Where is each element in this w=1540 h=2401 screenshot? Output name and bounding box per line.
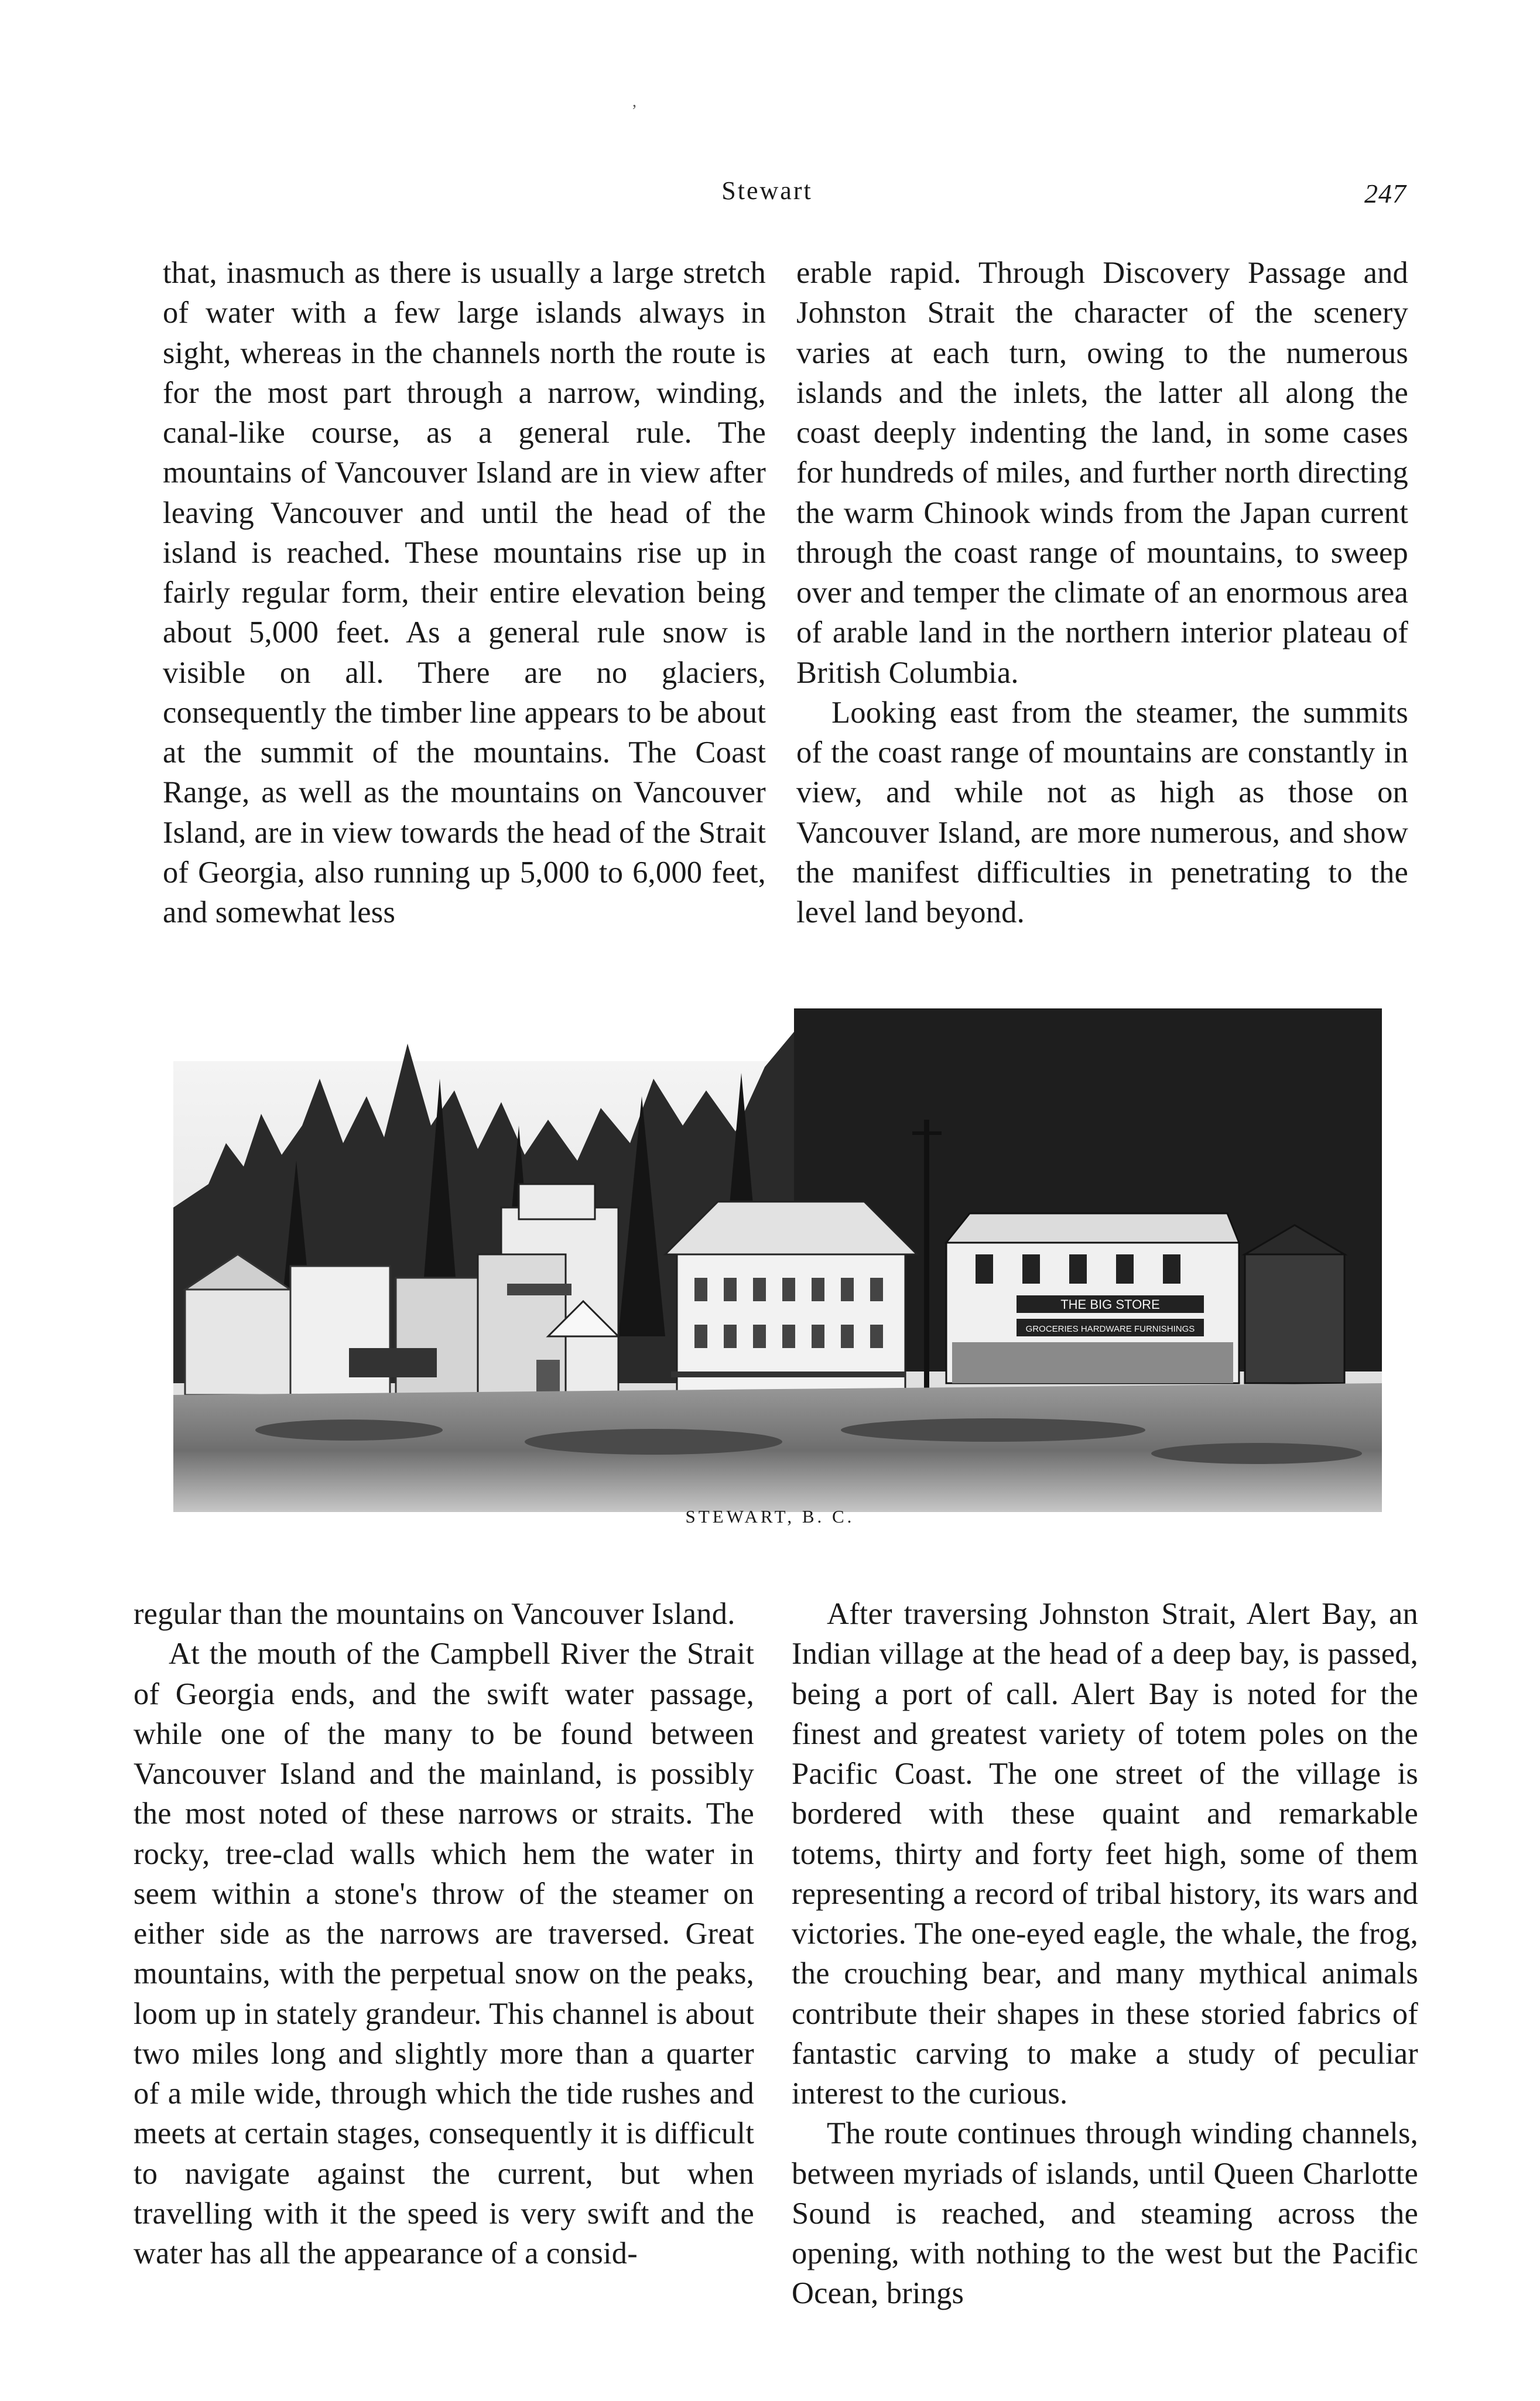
page-number: 247: [1364, 179, 1406, 208]
photo-stewart-bc: [173, 1008, 1382, 1541]
paragraph: At the mouth of the Campbell River the Strait of Georgia ends, and the swift water passage, while one of the many to be found between Vancouver Island and the mainland, is possibly the most noted of these narrows or straits. The rocky, tree-clad walls which hem the water in seem within a stone's throw of the steamer on either side as the narrows are traversed. Great mountains, with the perpetual snow on the peaks, loom up in stately grandeur. This channel is about two miles long and slightly more than a quarter of a mile wide, through which the tide rushes and meets at certain stages, consequently it is difficult to navigate against the current, but when travelling with it the speed is very swift and the water has all the appearance of a consid-: [134, 1637, 754, 2270]
paragraph: Looking east from the steamer, the summits of the coast range of mountains are constantly in view, and while not as high as those on Vancouver Island, are more numerous, and show the manifest difficulties in penetrating to the level land beyond.: [796, 695, 1408, 929]
big-store-building: [946, 1213, 1344, 1383]
paragraph: After traversing Johnston Strait, Alert Bay, an Indian village at the head of a deep bay, is passed, being a port of call. Alert Bay is noted for the finest and greatest variety of totem poles on the Pacific Coast. The one street of the village is bordered with these quaint and remarkable totems, thirty and forty feet high, some of them representing a record of tribal history, its wars and victories. The one-eyed eagle, the whale, the frog, the crouching bear, and many mythical animals contribute their shapes in these storied fabrics of fantastic carving to make a study of peculiar interest to the curious.: [792, 1597, 1418, 2111]
text-column-top-right: [796, 253, 1408, 932]
print-speck: ,: [632, 93, 636, 111]
telegraph-pole: [924, 1120, 929, 1401]
photo-caption: STEWART, B. C.: [685, 1506, 855, 1527]
store-sign-sub: GROCERIES HARDWARE FURNISHINGS: [1025, 1324, 1195, 1334]
running-head: Stewart: [721, 176, 813, 205]
store-sign-main: THE BIG STORE: [1060, 1297, 1160, 1312]
text-column-bottom-right: [792, 1594, 1418, 2314]
page-header: [0, 176, 1540, 211]
paragraph: regular than the mountains on Vancouver Island.: [134, 1597, 735, 1631]
paragraph: erable rapid. Through Discovery Passage and Johnston Strait the character of the scenery varies at each turn, owing to the numerous islands and the inlets, the latter all along the coast deeply indenting the land, in some cases for hundreds of miles, and further north directing the warm Chinook winds from the Japan current through the coast range of mountains, to sweep over and temper the climate of an enormous area of arable land in the northern interior plateau of British Columbia.: [796, 256, 1408, 690]
paragraph: The route continues through winding channels, between myriads of islands, until Queen Charlotte Sound is reached, and steaming across the opening, with nothing to the west but the Pacific Ocean, brings: [792, 2116, 1418, 2311]
text-column-top-left: [163, 253, 766, 932]
hotel-building: [665, 1202, 917, 1401]
text-column-bottom-left: [134, 1594, 754, 2273]
paragraph: that, inasmuch as there is usually a large stretch of water with a few large islands always in sight, whereas in the channels north the route is for the most part through a narrow, winding, canal-like course, as a general rule. The mountains of Vancouver Island are in view after leaving Vancouver and until the head of the island is reached. These mountains rise up in fairly regular form, their entire elevation being about 5,000 feet. As a general rule snow is visible on all. There are no glaciers, consequently the timber line appears to be about at the summit of the mountains. The Coast Range, as well as the mountains on Vancouver Island, are in view towards the head of the Strait of Georgia, also running up 5,000 to 6,000 feet, and somewhat less: [163, 256, 766, 929]
